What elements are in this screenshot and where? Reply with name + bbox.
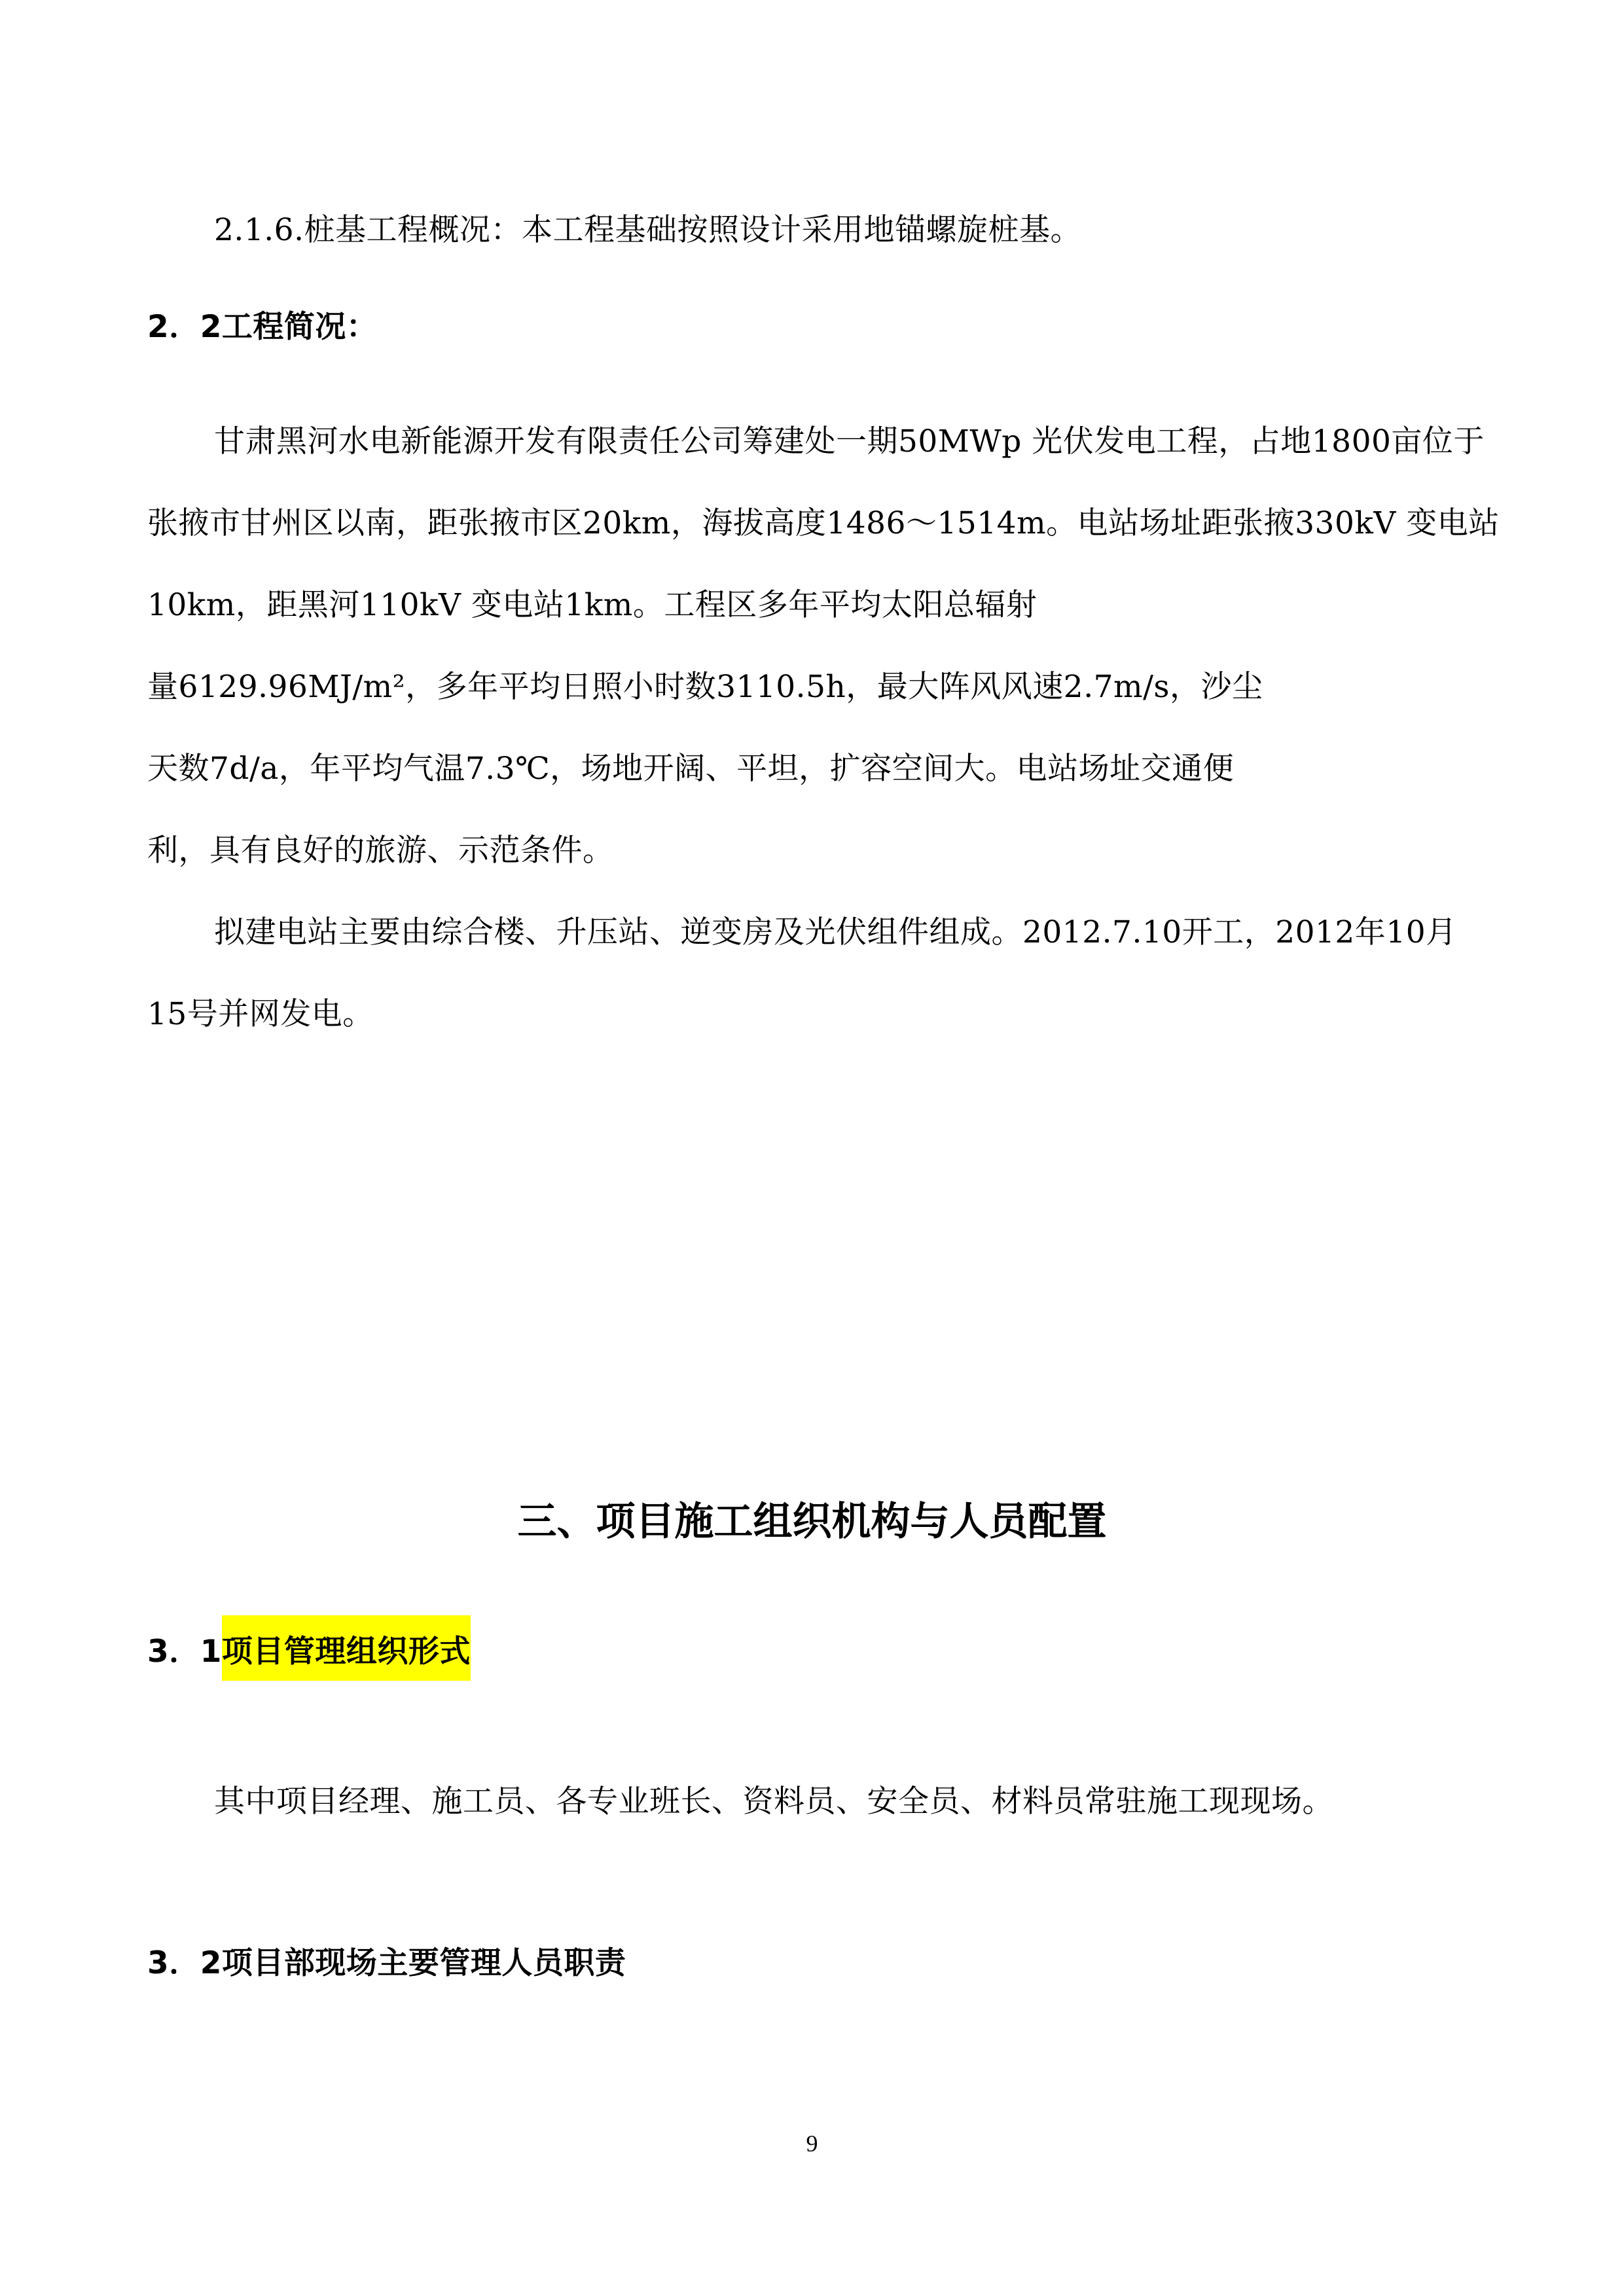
chapter-3-title: 三、项目施工组织机构与人员配置	[517, 1499, 1107, 1545]
section-3-1-heading	[147, 1615, 471, 1681]
section-2-2-heading: 2．2工程简况：	[147, 309, 378, 345]
project-overview-line-5: 天数7d/a，年平均气温7.3℃，场地开阔、平坦，扩容空间大。电站场址交通便	[147, 751, 1235, 787]
project-overview-line-6: 利，具有良好的旅游、示范条件。	[147, 833, 614, 869]
construction-schedule-line-1: 拟建电站主要由综合楼、升压站、逆变房及光伏组件组成。2012.7.10开工，2012年10月	[214, 914, 1457, 950]
section-3-1-body: 其中项目经理、施工员、各专业班长、资料员、安全员、材料员常驻施工现现场。	[214, 1784, 1333, 1820]
page-number: 9	[806, 2130, 818, 2157]
pile-foundation-overview: 2.1.6.桩基工程概况：本工程基础按照设计采用地锚螺旋桩基。	[214, 212, 1082, 248]
project-overview-line-2: 张掖市甘州区以南，距张掖市区20km，海拔高度1486～1514m。电站场址距张掖330kV 变电站	[147, 505, 1500, 541]
project-overview-line-3: 10km，距黑河110kV 变电站1km。工程区多年平均太阳总辐射	[147, 587, 1038, 623]
project-overview-line-4: 量6129.96MJ/m²，多年平均日照小时数3110.5h，最大阵风风速2.7m/s，沙尘	[147, 669, 1263, 705]
project-overview-line-1: 甘肃黑河水电新能源开发有限责任公司筹建处一期50MWp 光伏发电工程，占地1800亩位于	[214, 423, 1485, 459]
section-3-1-number: 3．1	[147, 1634, 222, 1670]
section-3-1-title-highlighted: 项目管理组织形式	[222, 1615, 471, 1681]
construction-schedule-line-2: 15号并网发电。	[147, 996, 374, 1032]
section-3-2-heading: 3．2项目部现场主要管理人员职责	[147, 1945, 626, 1981]
